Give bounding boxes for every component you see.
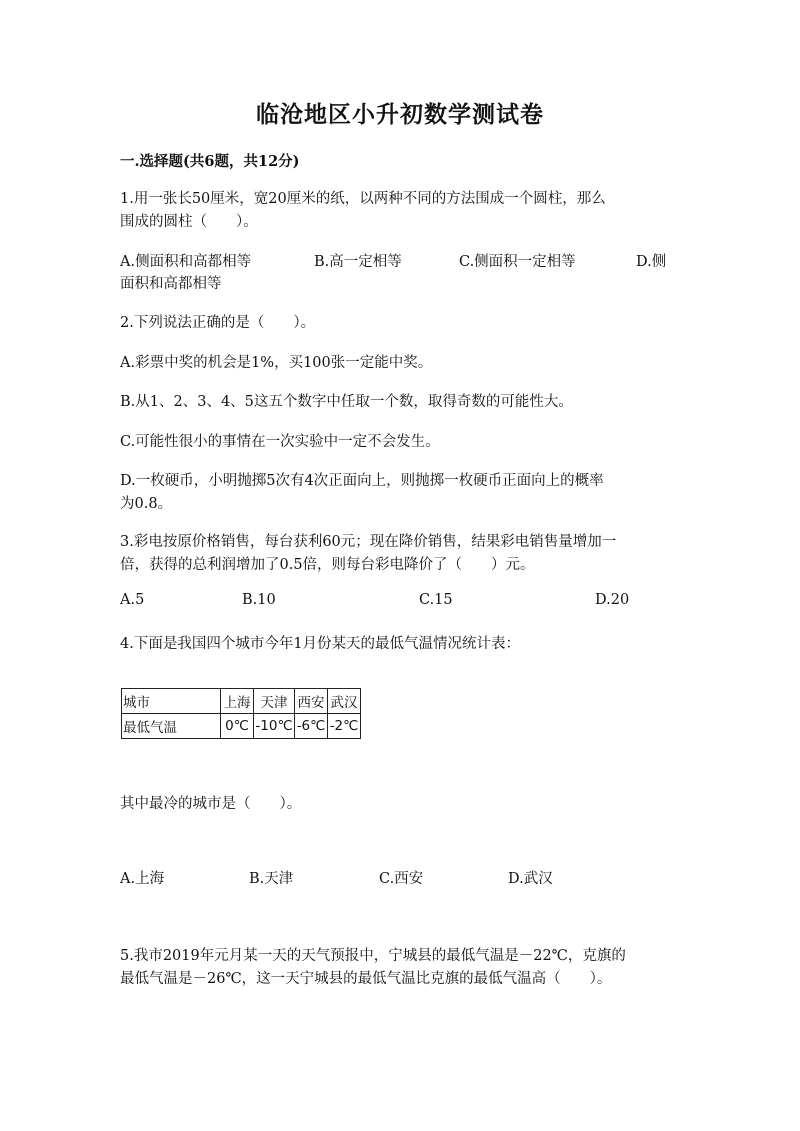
q2-option-c: C.可能性很小的事情在一次实验中一定不会发生。 xyxy=(120,434,440,450)
q1-option-a: A.侧面积和高都相等 xyxy=(120,254,252,270)
q3-stem-line1: 3.彩电按原价格销售，每台获利60元；现在降价销售，结果彩电销售量增加一 xyxy=(120,534,617,550)
table-row xyxy=(122,714,361,739)
q4-option-a: A.上海 xyxy=(120,871,165,887)
table-header-cell: 西安 xyxy=(295,689,328,714)
table-cell: 最低气温 xyxy=(122,714,221,739)
q2-option-d-line2: 为0.8。 xyxy=(120,496,173,512)
q5-stem-line2: 最低气温是－26℃，这一天宁城县的最低气温比克旗的最低气温高（ ）。 xyxy=(120,971,612,987)
q3-option-d: D.20 xyxy=(595,592,630,608)
q4-question: 其中最冷的城市是（ ）。 xyxy=(120,796,302,812)
q2-option-a: A.彩票中奖的机会是1%，买100张一定能中奖。 xyxy=(120,355,433,371)
q3-option-c: C.15 xyxy=(419,592,453,608)
table-cell: -10℃ xyxy=(254,714,295,739)
q1-option-c: C.侧面积一定相等 xyxy=(459,254,576,270)
section-header: 一.选择题(共6题，共12分) xyxy=(120,153,300,170)
table-header-cell: 天津 xyxy=(254,689,295,714)
q4-option-c: C.西安 xyxy=(379,871,424,887)
q3-option-a: A.5 xyxy=(120,592,145,608)
table-header-row xyxy=(122,689,361,714)
q4-option-d: D.武汉 xyxy=(508,871,553,887)
q1-option-d-continued: 面积和高都相等 xyxy=(120,276,222,292)
table-header-cell: 城市 xyxy=(122,689,221,714)
table-cell: 0℃ xyxy=(221,714,254,739)
q1-option-b: B.高一定相等 xyxy=(314,254,402,270)
page-title: 临沧地区小升初数学测试卷 xyxy=(256,101,544,128)
q1-stem-line2: 围成的圆柱（ ）。 xyxy=(120,214,258,230)
q1-stem-line1: 1.用一张长50厘米，宽20厘米的纸，以两种不同的方法围成一个圆柱，那么 xyxy=(120,191,606,207)
q2-stem: 2.下列说法正确的是（ ）。 xyxy=(120,315,316,331)
temperature-table xyxy=(121,688,361,739)
q2-option-b: B.从1、2、3、4、5这五个数字中任取一个数，取得奇数的可能性大。 xyxy=(120,394,573,410)
q4-stem: 4.下面是我国四个城市今年1月份某天的最低气温情况统计表： xyxy=(120,636,521,652)
q5-stem-line1: 5.我市2019年元月某一天的天气预报中，宁城县的最低气温是－22℃，克旗的 xyxy=(120,948,626,964)
q1-option-d: D.侧 xyxy=(636,254,667,270)
q4-option-b: B.天津 xyxy=(249,871,294,887)
q3-option-b: B.10 xyxy=(242,592,276,608)
table-header-cell: 上海 xyxy=(221,689,254,714)
table-header-cell: 武汉 xyxy=(328,689,361,714)
q3-stem-line2: 倍，获得的总利润增加了0.5倍，则每台彩电降价了（ ）元。 xyxy=(120,557,535,573)
table-cell: -6℃ xyxy=(295,714,328,739)
q2-option-d-line1: D.一枚硬币，小明抛掷5次有4次正面向上，则抛掷一枚硬币正面向上的概率 xyxy=(120,473,604,489)
table-cell: -2℃ xyxy=(328,714,361,739)
